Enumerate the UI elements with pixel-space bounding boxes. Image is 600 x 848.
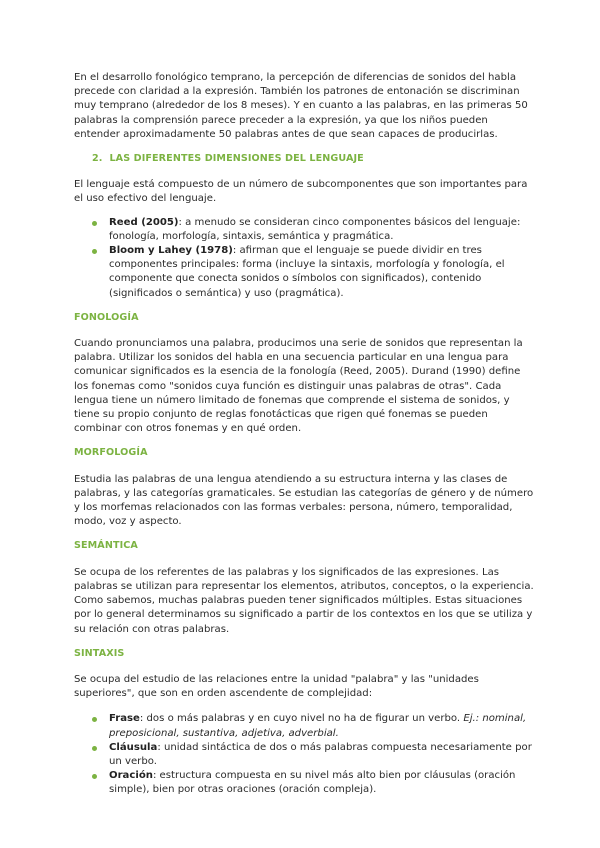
bullet-icon [92,249,97,254]
list-item-text: : dos o más palabras y en cuyo nivel no ha de figurar un verbo. [139,713,464,725]
bullet-icon [92,774,97,779]
sintaxis-paragraph: Se ocupa del estudio de las relaciones entre la unidad "palabra" y las "unidades superiores", que son en orden ascendente de complejidad: [74,673,479,700]
section-number: 2. [92,153,103,165]
section-heading-dimensiones [92,152,534,166]
bullet-icon [92,221,97,226]
list-item-reed [74,216,534,244]
list-item-term: Cláusula [109,741,158,753]
list-item-example: Ej.: nominal, preposicional, sustantiva, adjetiva, adverbial. [109,713,527,739]
list-item-text: : unidad sintáctica de dos o más palabras compuesta necesariamente por un verbo. [109,741,532,767]
morfologia-paragraph: Estudia las palabras de una lengua atendiendo a su estructura interna y las clases de palabras, y las categorías gramaticales. Se estudian las categorías de género y de número y los morfemas relacionados con las formas verbales: persona, número, temporalidad, modo, voz y aspecto. [74,473,534,528]
heading-sintaxis: SINTAXIS [74,647,125,659]
dimensiones-paragraph: El lenguaje está compuesto de un número de subcomponentes que son importantes para el uso efectivo del lenguaje. [74,179,528,205]
heading-morfologia: MORFOLOGÍA [74,447,148,459]
list-item-term: Oración [109,770,153,782]
list-item-clausula [74,741,534,769]
heading-fonologia: FONOLOGÍA [74,311,139,323]
fonologia-paragraph: Cuando pronunciamos una palabra, producimos una serie de sonidos que representan la palabra. Utilizar los sonidos del habla en una secuencia particular en una lengua para comunicar significados es la esencia de la fonología (Reed, 2005). Durand (1990) define los fonemas como "sonidos cuya función es distinguir unas palabras de otras". Cada lengua tiene un número limitado de fonemas que comprende el sistema de sonidos, y tiene su propio conjunto de reglas fonotácticas que rigen qué fonemas se pueden combinar con otros fonemas y en qué orden. [74,338,523,435]
sintaxis-list [74,712,534,797]
section-title: LAS DIFERENTES DIMENSIONES DEL LENGUAJE [109,153,364,165]
list-item-term: Frase [109,713,140,725]
list-item-term: Reed (2005) [109,216,179,228]
dimensiones-list [74,216,534,301]
list-item-text: : estructura compuesta en su nivel más alto bien por cláusulas (oración simple), bien por otras oraciones (oración compleja). [109,770,516,796]
list-item-frase [74,712,534,740]
heading-semantica: SEMÁNTICA [74,540,138,552]
document-content [74,71,534,798]
list-item-text: : a menudo se consideran cinco componentes básicos del lenguaje: fonología, morfología, sintaxis, semántica y pragmática. [109,216,521,242]
bullet-icon [92,717,97,722]
intro-paragraph: En el desarrollo fonológico temprano, la percepción de diferencias de sonidos del habla precede con claridad a la expresión. También los patrones de entonación se discriminan muy temprano (alrededor de los 8 meses). Y en cuanto a las palabras, en las primeras 50 palabras la comprensión parece preceder a la expresión, ya que los niños pueden entender aproximadamente 50 palabras antes de que sean capaces de producirlas. [74,72,528,140]
bullet-icon [92,746,97,751]
list-item-text: : afirman que el lenguaje se puede dividir en tres componentes principales: forma (incluye la sintaxis, morfología y fonología, el componente que conecta sonidos o símbolos con significados), contenido (significados o semántica) y uso (pragmática). [109,245,505,299]
list-item-bloom [74,244,534,301]
semantica-paragraph: Se ocupa de los referentes de las palabras y los significados de las expresiones. Las palabras se utilizan para representar los elementos, atributos, conceptos, o la experiencia. Como sabemos, muchas palabras pueden tener significados múltiples. Estas situaciones por lo general determinamos su significado a partir de los contextos en los que se utiliza y su relación con otras palabras. [74,566,534,635]
list-item-oracion [74,769,534,797]
list-item-term: Bloom y Lahey (1978) [109,245,233,257]
